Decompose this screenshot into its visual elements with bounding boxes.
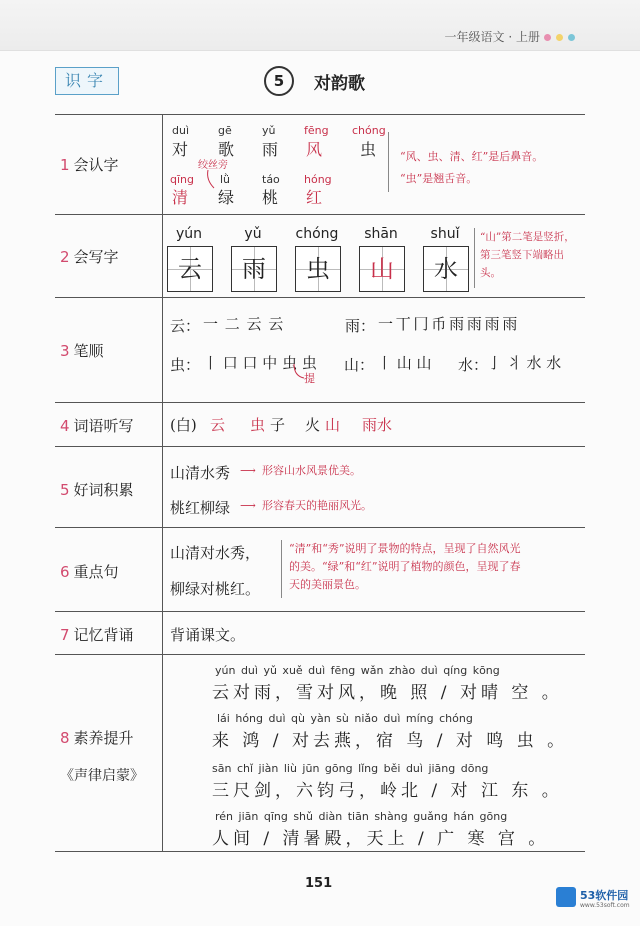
char: 雨 [262,140,279,159]
pinyin: lǜ [220,173,231,186]
tian-grid [295,246,341,292]
section-tag: 识字 [55,67,119,95]
good-word: 桃红柳绿 [170,499,231,517]
column-divider [162,114,163,851]
pinyin: shuǐ [430,226,460,242]
bracket [281,540,282,598]
poem-line: 人间 / 清暑殿，天上 / 广 寒 宫 。 [212,829,550,849]
stroke-sequence: 一 丅 冂 币 雨 雨 雨 雨 [378,315,517,333]
char: 风 [306,140,323,159]
row-divider [55,402,585,403]
poem-line: 三尺剑，六钧弓，岭北 / 对 江 东 。 [212,781,563,801]
row-divider [55,527,585,528]
stroke-label: 水： [458,356,489,374]
good-word-note: 形容山水风景优美。 [262,464,361,477]
char: 清 [172,188,189,207]
stroke-sequence: 丨 山 山 [377,354,432,372]
note-retroflex: “虫”是翘舌音。 [400,172,478,185]
pinyin: yǔ [244,226,262,242]
pinyin: shān [364,226,398,242]
dictation-word: 子 [270,416,286,434]
pinyin: gē [218,124,232,137]
section-label-2: 2 会写字 [60,248,119,266]
note-shan-stroke: “山”第二笔是竖折，第三笔竖下端略出头。 [480,231,575,279]
pinyin: chóng [295,226,339,242]
stroke-label: 雨： [345,317,376,335]
pinyin: duì [172,124,190,137]
lesson-number: 5 [264,66,294,96]
arrow-note: ⟶ [240,464,256,477]
recite-text: 背诵课文。 [170,626,246,644]
annotation-radical: 绞丝旁 [198,160,228,171]
row-divider [55,214,585,215]
write-char: 云 [178,255,202,283]
char: 歌 [218,140,235,159]
section-label-1: 1 会认字 [60,156,119,174]
write-char: 雨 [242,255,266,283]
row-divider [55,654,585,655]
logo-url: www.53soft.com [580,902,630,909]
dictation-word: 山 [325,416,341,434]
row-divider [55,851,585,852]
logo-icon [556,887,576,907]
arrow-note: ⟶ [240,499,256,512]
logo-text: 53软件园 [580,889,629,902]
row-divider [55,446,585,447]
decor-dot-yellow [556,34,563,41]
stroke-sequence: 丨 口 口 中 虫 虫 [203,354,317,372]
section-label-8: 8 素养提升 [60,729,134,747]
dictation-word: 云 [210,416,226,434]
bracket [474,228,475,288]
char: 绿 [218,188,235,207]
write-char: 虫 [306,255,330,283]
dictation-word: 虫 [250,416,266,434]
row-divider [55,114,585,115]
good-word: 山清水秀 [170,464,231,482]
section-label-5: 5 好词积累 [60,481,134,499]
poem-line: 云对雨，雪对风，晚 照 / 对晴 空 。 [212,683,563,703]
tian-grid [167,246,213,292]
key-sentence-line: 山清对水秀， [170,544,261,562]
write-char: 山 [370,255,394,283]
poem-pinyin: yún duì yǔ xuě duì fēng wǎn zhào duì qíng kōng [215,664,500,677]
book-title: 一年级语文 · 上册 [444,30,540,44]
stroke-label: 山： [344,356,375,374]
note-ti-stroke: 提 [304,372,315,385]
row-divider [55,297,585,298]
dictation-word: 雨水 [362,416,393,434]
pinyin: hóng [304,173,332,186]
pinyin: chóng [352,124,386,137]
tian-grid [423,246,469,292]
stroke-sequence: 一 二 云 云 [203,315,285,333]
pinyin: yǔ [262,124,276,137]
key-sentence-note: “清”和“秀”说明了景物的特点，呈现了自然风光的美。“绿”和“红”说明了植物的颜色，呈现了春天的美丽景色。 [289,542,521,591]
poem-pinyin: rén jiān qīng shǔ diàn tiān shàng guǎng hán gōng [215,810,508,823]
tian-grid [231,246,277,292]
row-divider [55,611,585,612]
write-char: 水 [434,255,458,283]
char: 对 [172,140,189,159]
poem-pinyin: lái hóng duì qù yàn sù niǎo duì míng chóng [217,712,473,725]
decor-dot-pink [544,34,551,41]
stroke-sequence: 亅 丬 水 水 [487,354,562,372]
note-nasal: “风、虫、清、红”是后鼻音。 [400,150,544,163]
annotation-arrow [290,362,308,382]
page-header [0,0,640,51]
poem-line: 来 鸿 / 对去燕，宿 鸟 / 对 鸣 虫 。 [212,731,569,751]
decor-dot-blue [568,34,575,41]
section-sublabel-8: 《声律启蒙》 [60,768,144,784]
pinyin: yún [175,226,203,242]
site-logo [556,885,634,915]
pinyin: qīng [170,173,194,186]
page-number: 151 [305,876,333,891]
section-label-4: 4 词语听写 [60,417,134,435]
pinyin: táo [262,173,280,186]
lesson-title: 对韵歌 [314,74,365,94]
section-label-3: 3 笔顺 [60,342,104,360]
poem-pinyin: sān chǐ jiàn liù jūn gōng lǐng běi duì jiāng dōng [212,762,489,775]
bracket [388,132,389,192]
dictation-word: 火 [305,416,321,434]
stroke-label: 虫： [170,356,201,374]
dictation-prefix: (白) [170,416,197,434]
stroke-label: 云： [170,317,201,335]
tian-grid [359,246,405,292]
pinyin: fēng [304,124,329,137]
key-sentence-line: 柳绿对桃红。 [170,580,261,598]
good-word-note: 形容春天的艳丽风光。 [262,499,372,512]
section-label-6: 6 重点句 [60,563,119,581]
char: 虫 [360,140,377,159]
section-label-7: 7 记忆背诵 [60,626,134,644]
char: 红 [306,188,323,207]
char: 桃 [262,188,279,207]
